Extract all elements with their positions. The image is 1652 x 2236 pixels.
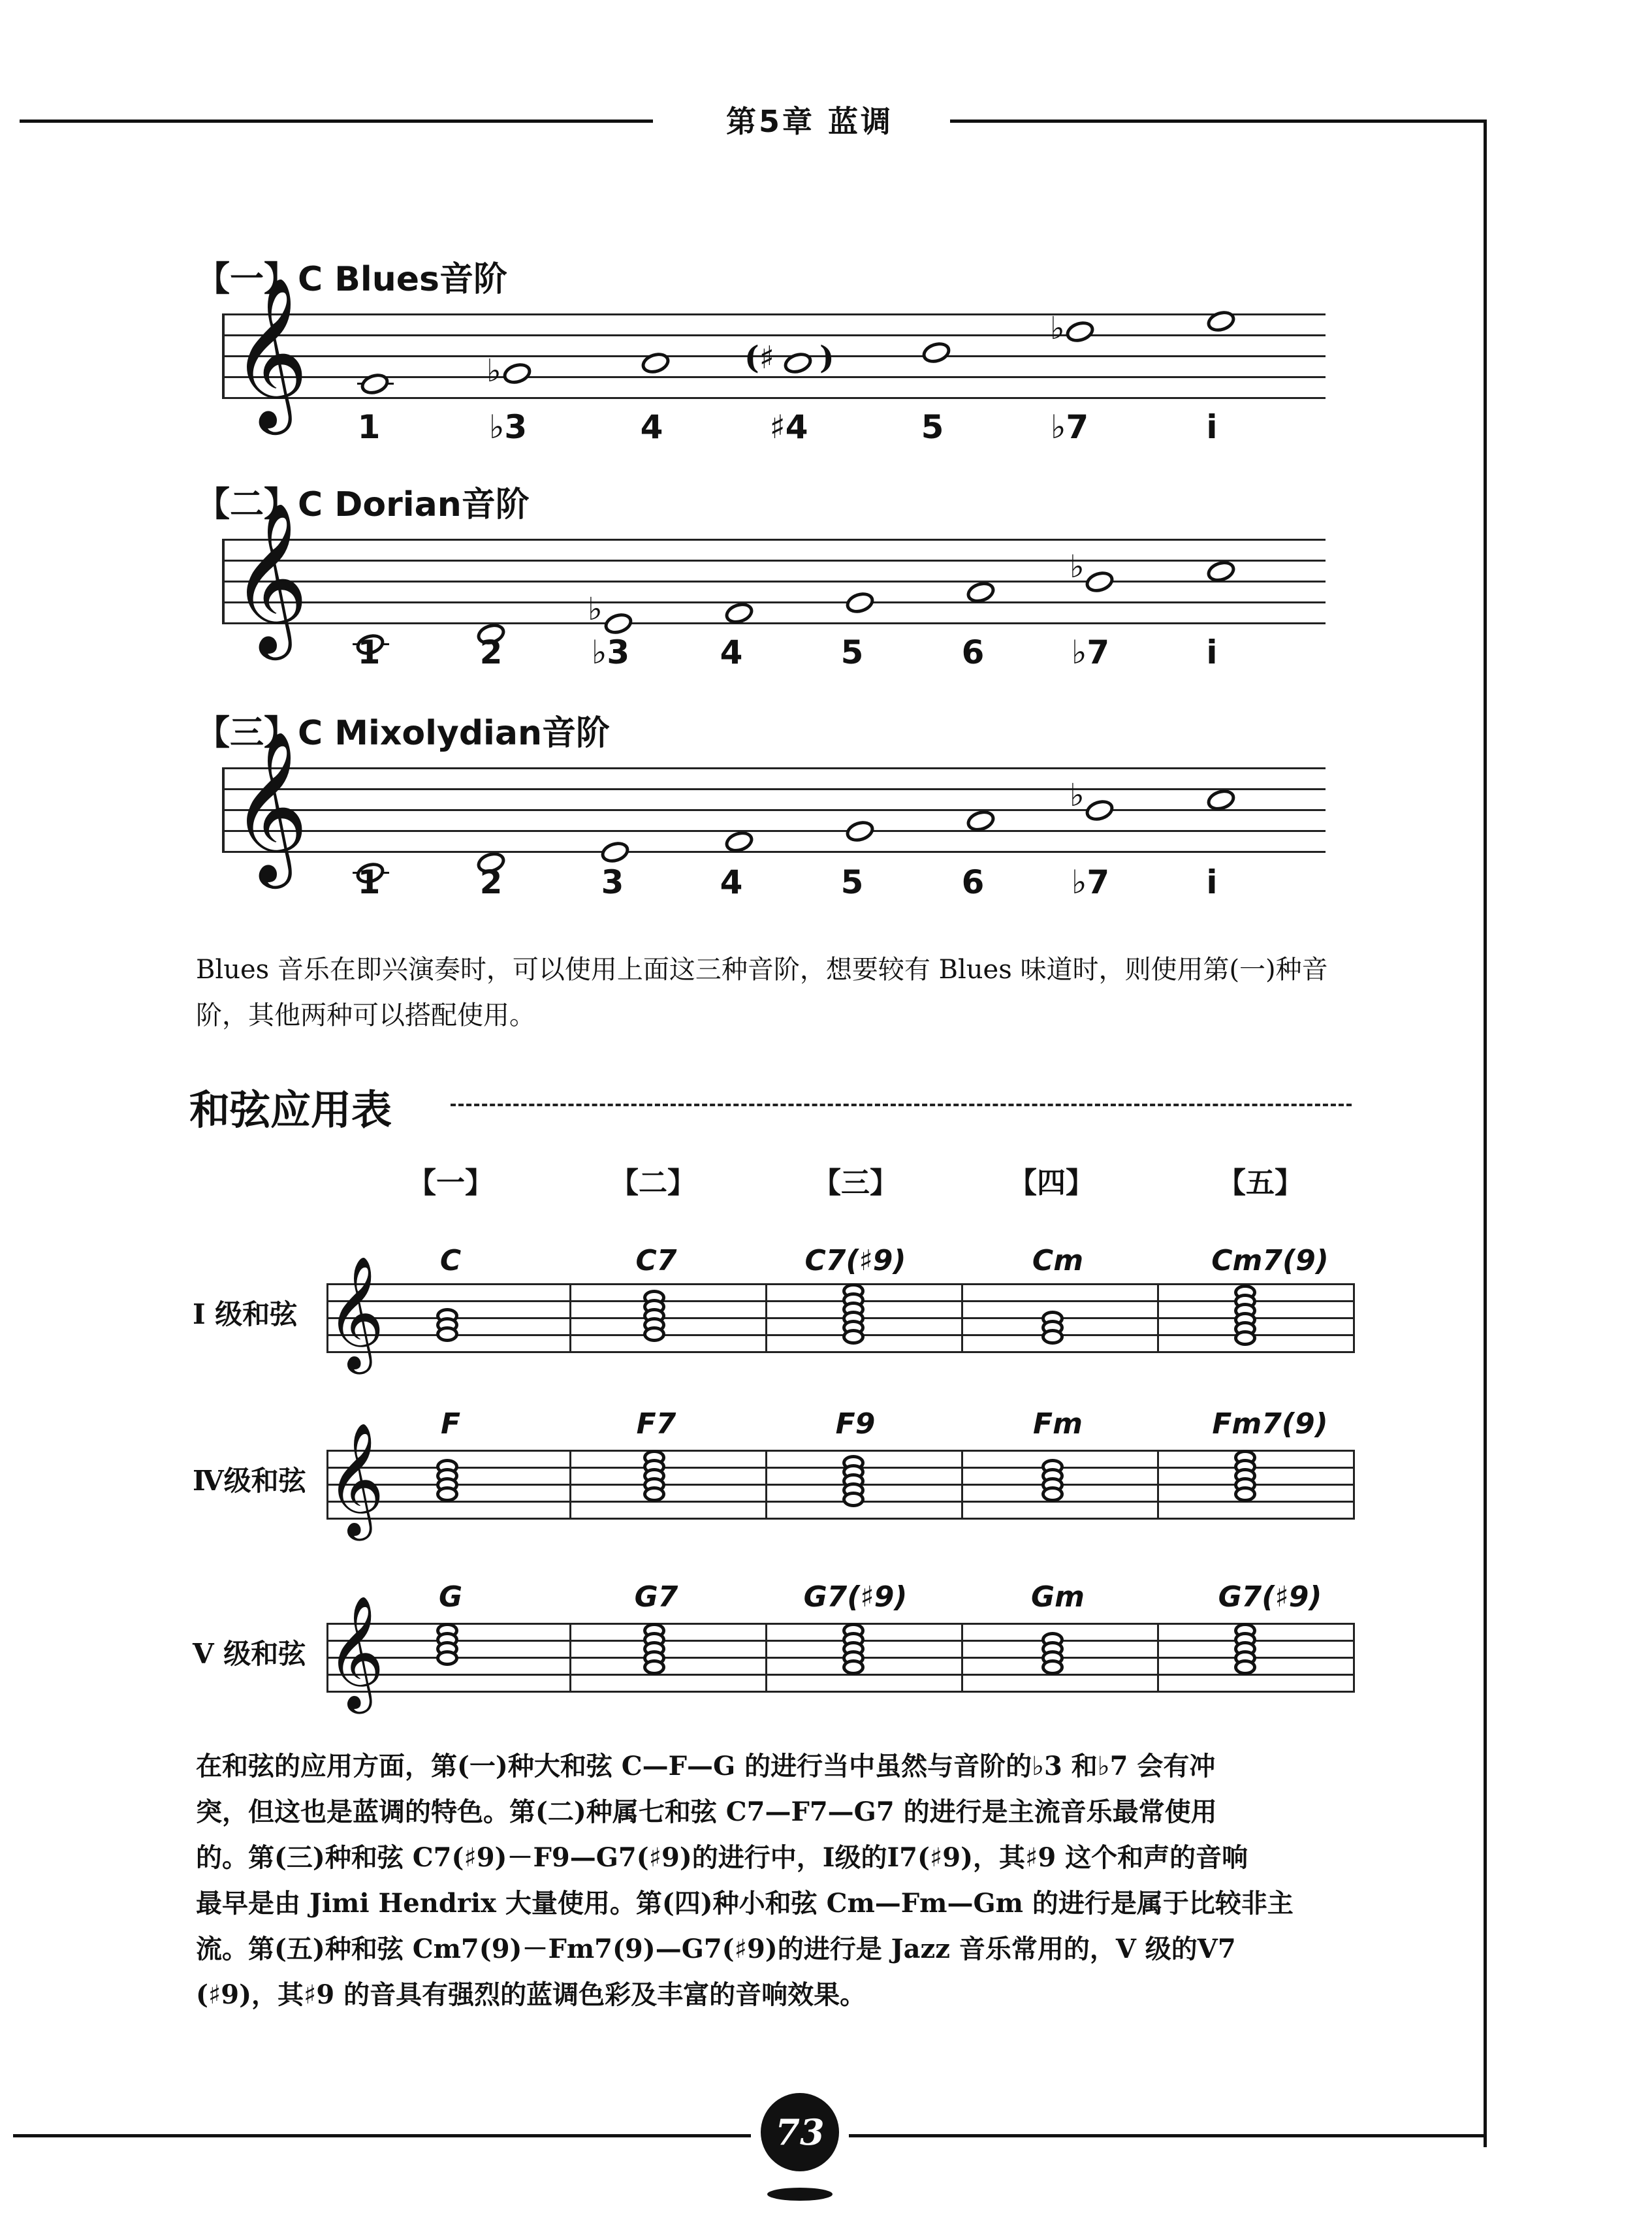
degree: i [1206,633,1218,671]
paragraph-line: 流。第(五)种和弦 Cm7(9)－Fm7(9)—G7(♯9)的进行是 Jazz 音乐常用的，V 级的V7 [196,1934,1236,1964]
scale-title-blues: 【一】C Blues音阶 [196,260,507,299]
note-bb [1063,318,1096,345]
degree: 4 [640,408,663,446]
staff-blues: 𝄞 ♭ (♯ ) ♭ [222,313,1326,405]
note-bb [1083,797,1116,824]
degree: 6 [961,863,985,901]
degree: 2 [479,633,503,671]
chord-name: G7(♯9) [803,1580,908,1614]
degree: 1 [357,408,381,446]
note-g [843,818,876,845]
column-header: 【三】 [812,1166,898,1200]
paragraph-chords [196,1744,1352,2018]
footer-rule-right [849,2134,1487,2137]
degree: ♭7 [1071,863,1110,901]
paragraph-line: (♯9)，其♯9 的音具有强烈的蓝调色彩及丰富的音响效果。 [196,1979,866,2010]
chord-name: Fm7(9) [1212,1407,1328,1441]
chord-name: Gm [1031,1580,1085,1614]
page-number-base [767,2188,833,2201]
treble-clef-icon: 𝄞 [326,1422,385,1536]
chord-name: C [439,1244,462,1277]
column-header: 【四】 [1008,1166,1094,1200]
paragraph-line: 在和弦的应用方面，第(一)种大和弦 C—F—G 的进行当中虽然与音阶的♭3 和♭7 会有冲 [196,1751,1216,1781]
degree: 3 [601,863,624,901]
column-header: 【一】 [407,1166,494,1200]
note-eb [500,360,533,387]
degree: i [1206,863,1218,901]
treble-clef-icon: 𝄞 [326,1256,385,1369]
staff-dorian: 𝄞 ♭ ♭ [222,539,1326,630]
note-g [919,339,953,366]
chord-name: G [438,1580,463,1614]
treble-clef-icon: 𝄞 [231,502,309,654]
scale-title-mixolydian: 【三】C Mixolydian音阶 [196,714,610,753]
note-bb [1083,568,1116,596]
scale-title-dorian: 【二】C Dorian音阶 [196,485,530,524]
degree: ♭7 [1071,633,1110,671]
row-label: V 级和弦 [193,1638,306,1670]
chord-name: C7(♯9) [804,1244,906,1277]
degree: 5 [921,408,944,446]
degree: 1 [357,633,381,671]
chord-name: Cm [1032,1244,1084,1277]
treble-clef-icon: 𝄞 [231,276,309,428]
degree: 5 [840,633,864,671]
treble-clef-icon: 𝄞 [231,730,309,882]
degree: ♭3 [591,633,630,671]
note-f [639,349,672,377]
chord-name: F7 [636,1407,676,1441]
note-c [358,370,391,398]
section-title: 和弦应用表 [189,1086,392,1134]
degree: i [1206,408,1218,446]
chord-name: C7 [635,1244,677,1277]
degree: ♯4 [769,408,808,446]
degree: 2 [479,863,503,901]
chapter-title: 第5章 蓝调 [725,104,894,139]
row-label: Ⅳ级和弦 [193,1465,306,1497]
note-fsharp [781,349,814,377]
header-rule-right [950,120,1485,123]
header-rule-left [20,120,653,123]
paragraph-line: 最早是由 Jimi Hendrix 大量使用。第(四)种小和弦 Cm—Fm—Gm 的进行是属于比较非主 [196,1888,1294,1919]
degree: ♭3 [488,408,528,446]
note-e [598,838,631,866]
staff-mixolydian: 𝄞 ♭ [222,767,1326,859]
footer-rule-left [13,2134,751,2137]
treble-clef-icon: 𝄞 [326,1595,385,1709]
chord-name: Fm [1033,1407,1083,1441]
column-header: 【二】 [610,1166,696,1200]
note-c-high [1204,308,1237,335]
column-header: 【五】 [1217,1166,1303,1200]
row-label: I 级和弦 [193,1298,298,1330]
paragraph-scales: Blues 音乐在即兴演奏时，可以使用上面这三种音阶，想要较有 Blues 味道时，则使用第(一)种音阶，其他两种可以搭配使用。 [196,955,1328,1030]
page-number: 73 [761,2093,839,2171]
chord-name: F9 [835,1407,876,1441]
chord-name: G7(♯9) [1218,1580,1322,1614]
chord-name: G7 [634,1580,678,1614]
degree: 1 [357,863,381,901]
chord-name: Cm7(9) [1211,1244,1329,1277]
degree: 6 [961,633,985,671]
note-g [843,589,876,616]
degree: 4 [720,633,743,671]
degree: 5 [840,863,864,901]
section-divider [451,1104,1352,1106]
right-border [1484,120,1487,2147]
paragraph-line: 的。第(三)种和弦 C7(♯9)－F9—G7(♯9)的进行中，Ⅰ级的Ⅰ7(♯9)，其♯9 这个和声的音响 [196,1842,1248,1873]
degree: ♭7 [1050,408,1089,446]
degree: 4 [720,863,743,901]
paragraph-line: 突，但这也是蓝调的特色。第(二)种属七和弦 C7—F7—G7 的进行是主流音乐最常使用 [196,1797,1217,1827]
chord-name: F [440,1407,461,1441]
